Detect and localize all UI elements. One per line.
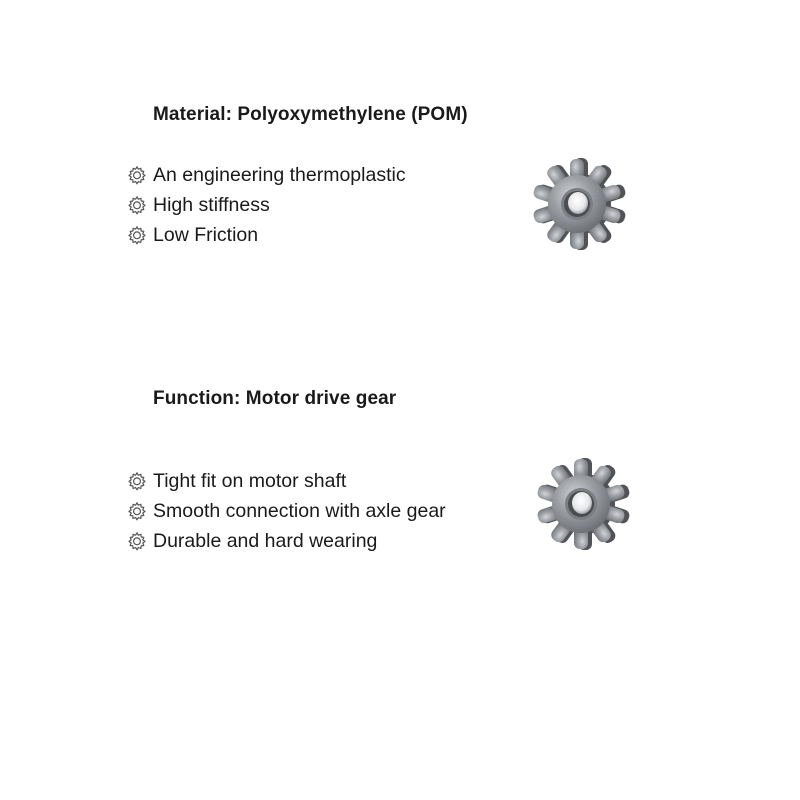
list-item-text: Smooth connection with axle gear	[153, 499, 446, 522]
list-item-text: High stiffness	[153, 193, 270, 216]
pom-gear-photo	[526, 152, 630, 256]
material-heading: Material: Polyoxymethylene (POM)	[153, 104, 468, 125]
list-item-text: An engineering thermoplastic	[153, 163, 406, 186]
list-item	[127, 220, 406, 250]
list-item	[127, 466, 446, 496]
list-item	[127, 496, 446, 526]
list-item-text: Durable and hard wearing	[153, 529, 378, 552]
gear-outline-icon	[127, 195, 147, 215]
gear-outline-icon	[127, 501, 147, 521]
function-heading: Function: Motor drive gear	[153, 388, 397, 409]
list-item-text: Low Friction	[153, 223, 259, 246]
material-feature-list	[127, 160, 406, 250]
list-item-text: Tight fit on motor shaft	[153, 469, 347, 492]
pom-gear-photo	[530, 452, 634, 556]
gear-outline-icon	[127, 165, 147, 185]
list-item	[127, 160, 406, 190]
list-item	[127, 190, 406, 220]
list-item	[127, 526, 446, 556]
gear-outline-icon	[127, 225, 147, 245]
gear-outline-icon	[127, 531, 147, 551]
gear-outline-icon	[127, 471, 147, 491]
function-feature-list	[127, 466, 446, 556]
